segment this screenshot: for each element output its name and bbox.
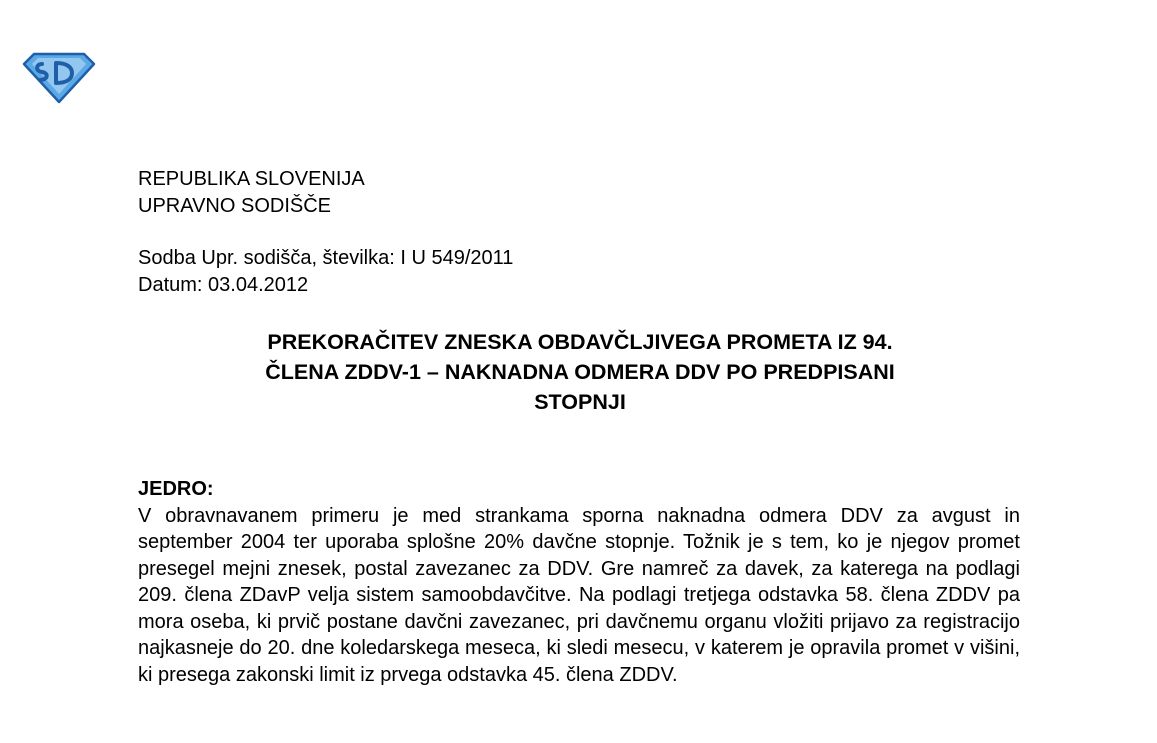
court-logo (22, 50, 96, 104)
jedro-heading: JEDRO: (138, 478, 214, 500)
jedro-section (138, 476, 1020, 688)
court-header (138, 166, 365, 220)
header-court: UPRAVNO SODIŠČE (138, 195, 331, 217)
header-republic: REPUBLIKA SLOVENIJA (138, 168, 365, 190)
case-reference (138, 245, 513, 299)
shield-logo-icon (22, 50, 96, 104)
title-line-2: ČLENA ZDDV-1 – NAKNADNA ODMERA DDV PO PREDPISANI (265, 360, 895, 384)
jedro-paragraph: V obravnavanem primeru je med strankama sporna naknadna odmera DDV za avgust in september 2004 ter uporaba splošne 20% davčne stopnje. Tožnik je s tem, ko je njegov promet presegel mejni znesek, postal zavezanec za DDV. Gre namreč za davek, za katerega na podlagi 209. člena ZDavP velja sistem samoobdavčitve. Na podlagi tretjega odstavka 58. člena ZDDV pa mora oseba, ki prvič postane davčni zavezanec, pri davčnemu organu vložiti prijavo za registracijo najkasneje do 20. dne koledarskega meseca, ki sledi mesecu, v katerem je opravila promet v višini, ki presega zakonski limit iz prvega odstavka 45. člena ZDDV. (138, 504, 1020, 686)
title-line-3: STOPNJI (534, 390, 626, 414)
document-title (140, 327, 1020, 417)
title-line-1: PREKORAČITEV ZNESKA OBDAVČLJIVEGA PROMETA IZ 94. (267, 330, 893, 354)
case-number: Sodba Upr. sodišča, številka: I U 549/2011 (138, 247, 514, 269)
case-date: Datum: 03.04.2012 (138, 274, 309, 296)
